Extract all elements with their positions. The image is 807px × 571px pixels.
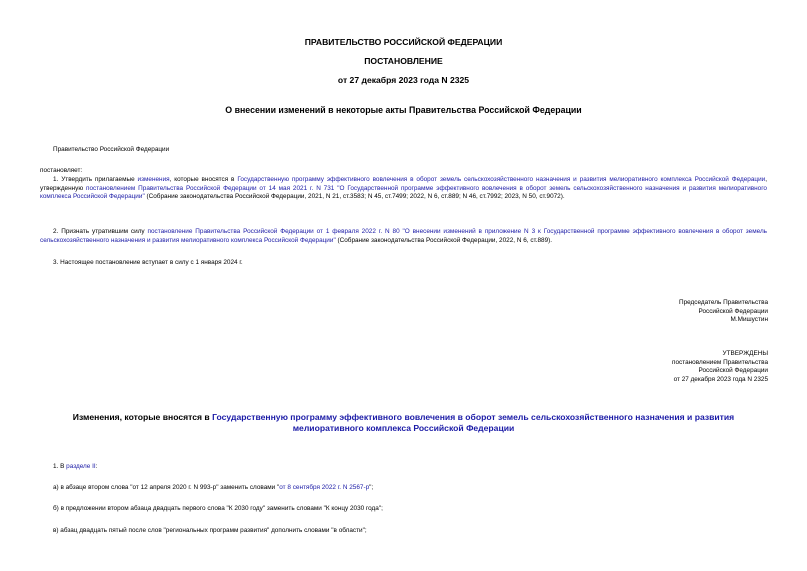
paragraph-2: 2. Признать утратившим силу постановление Правительства Российской Федерации от 1 февраля 2022 г. N 80 "О внесении изменений в приложение N 3 к Государственной программе эффективного вовлечения в оборот земель сельскохозяйственного назначения и развития мелиоративного комплекса Российской Федерации" (Собрание законодательства Российской Федерации, 2022, N 6, ст.889). <box>40 228 768 244</box>
signature-country: Российской Федерации <box>698 307 768 315</box>
changes-link[interactable]: изменения <box>137 176 170 183</box>
changes-program-link[interactable]: Государственную программу эффективного вовлечения в оборот земель сельскохозяйственного назначения и развития мелиоративного комплекса Российской Федерации <box>212 412 735 433</box>
approval-line-3: Российской Федерации <box>698 367 768 375</box>
resolution-80-link[interactable]: постановление Правительства Российской Федерации от 1 февраля 2022 г. N 80 "О внесении изменений в приложение N 3 к Государственной программе эффективного вовлечения в оборот земель сельскохозяйственного назначения и развития мелиоративного комплекса Российской Федерации" <box>40 228 768 244</box>
paragraph-1: 1. Утвердить прилагаемые изменения, которые вносятся в Государственную программу эффективного вовлечения в оборот земель сельскохозяйственного назначения и развития мелиоративного комплекса Российской Федерации, утвержденную постановлением Правительства Российской Федерации от 14 мая 2021 г. N 731 "О Государственной программе эффективного вовлечения в оборот земель сельскохозяйственного назначения и развития мелиоративного комплекса Российской Федерации" (Собрание законодательства Российской Федерации, 2021, N 21, ст.3583; N 45, ст.7499; 2022, N 6, ст.889; N 46, ст.7992; 2023, N 50, ст.9072). <box>40 176 767 201</box>
government-heading: ПРАВИТЕЛЬСТВО РОССИЙСКОЙ ФЕДЕРАЦИИ <box>304 37 503 47</box>
changes-item-1: 1. В разделе II: <box>53 463 98 470</box>
changes-subitem-c: в) абзац двадцать пятый после слов "региональных программ развития" дополнить словами "в области"; <box>53 527 367 534</box>
preamble-decides: постановляет: <box>40 167 83 174</box>
approval-title: УТВЕРЖДЕНЫ <box>722 350 768 357</box>
resolution-731-link[interactable]: постановлением Правительства Российской Федерации от 14 мая 2021 г. N 731 "О Государственной программе эффективного вовлечения в оборот земель сельскохозяйственного назначения и развития мелиоративного комплекса Российской Федерации" <box>40 184 767 201</box>
approval-line-2: постановлением Правительства <box>672 358 768 366</box>
preamble-government: Правительство Российской Федерации <box>53 146 170 153</box>
document-type: ПОСТАНОВЛЕНИЕ <box>364 56 443 66</box>
signature-name: М.Мишустин <box>730 316 768 324</box>
approval-block <box>672 350 768 384</box>
section-ii-link[interactable]: разделе II <box>66 463 96 470</box>
order-2567-link[interactable]: от 8 сентября 2022 г. N 2567-р <box>279 484 370 491</box>
changes-title: Изменения, которые вносятся в Государственную программу эффективного вовлечения в оборот земель сельскохозяйственного назначения и развития мелиоративного комплекса Российской Федерации <box>72 412 735 433</box>
signature-block <box>679 299 768 325</box>
changes-subitem-b: б) в предложении втором абзаца двадцать первого слова "К 2030 году" заменить словами "К концу 2030 года"; <box>53 505 383 512</box>
paragraph-3: 3. Настоящее постановление вступает в силу с 1 января 2024 г. <box>53 259 243 266</box>
signature-position: Председатель Правительства <box>679 299 768 306</box>
state-program-link[interactable]: Государственную программу эффективного вовлечения в оборот земель сельскохозяйственного назначения и развития мелиоративного комплекса Российской Федерации <box>237 176 766 183</box>
changes-subitem-a: а) в абзаце втором слова "от 12 апреля 2020 г. N 993-р" заменить словами "от 8 сентября 2022 г. N 2567-р"; <box>53 484 374 491</box>
approval-line-4: от 27 декабря 2023 года N 2325 <box>673 375 768 383</box>
document-date-number: от 27 декабря 2023 года N 2325 <box>337 75 470 85</box>
document-title: О внесении изменений в некоторые акты Правительства Российской Федерации <box>225 105 582 115</box>
